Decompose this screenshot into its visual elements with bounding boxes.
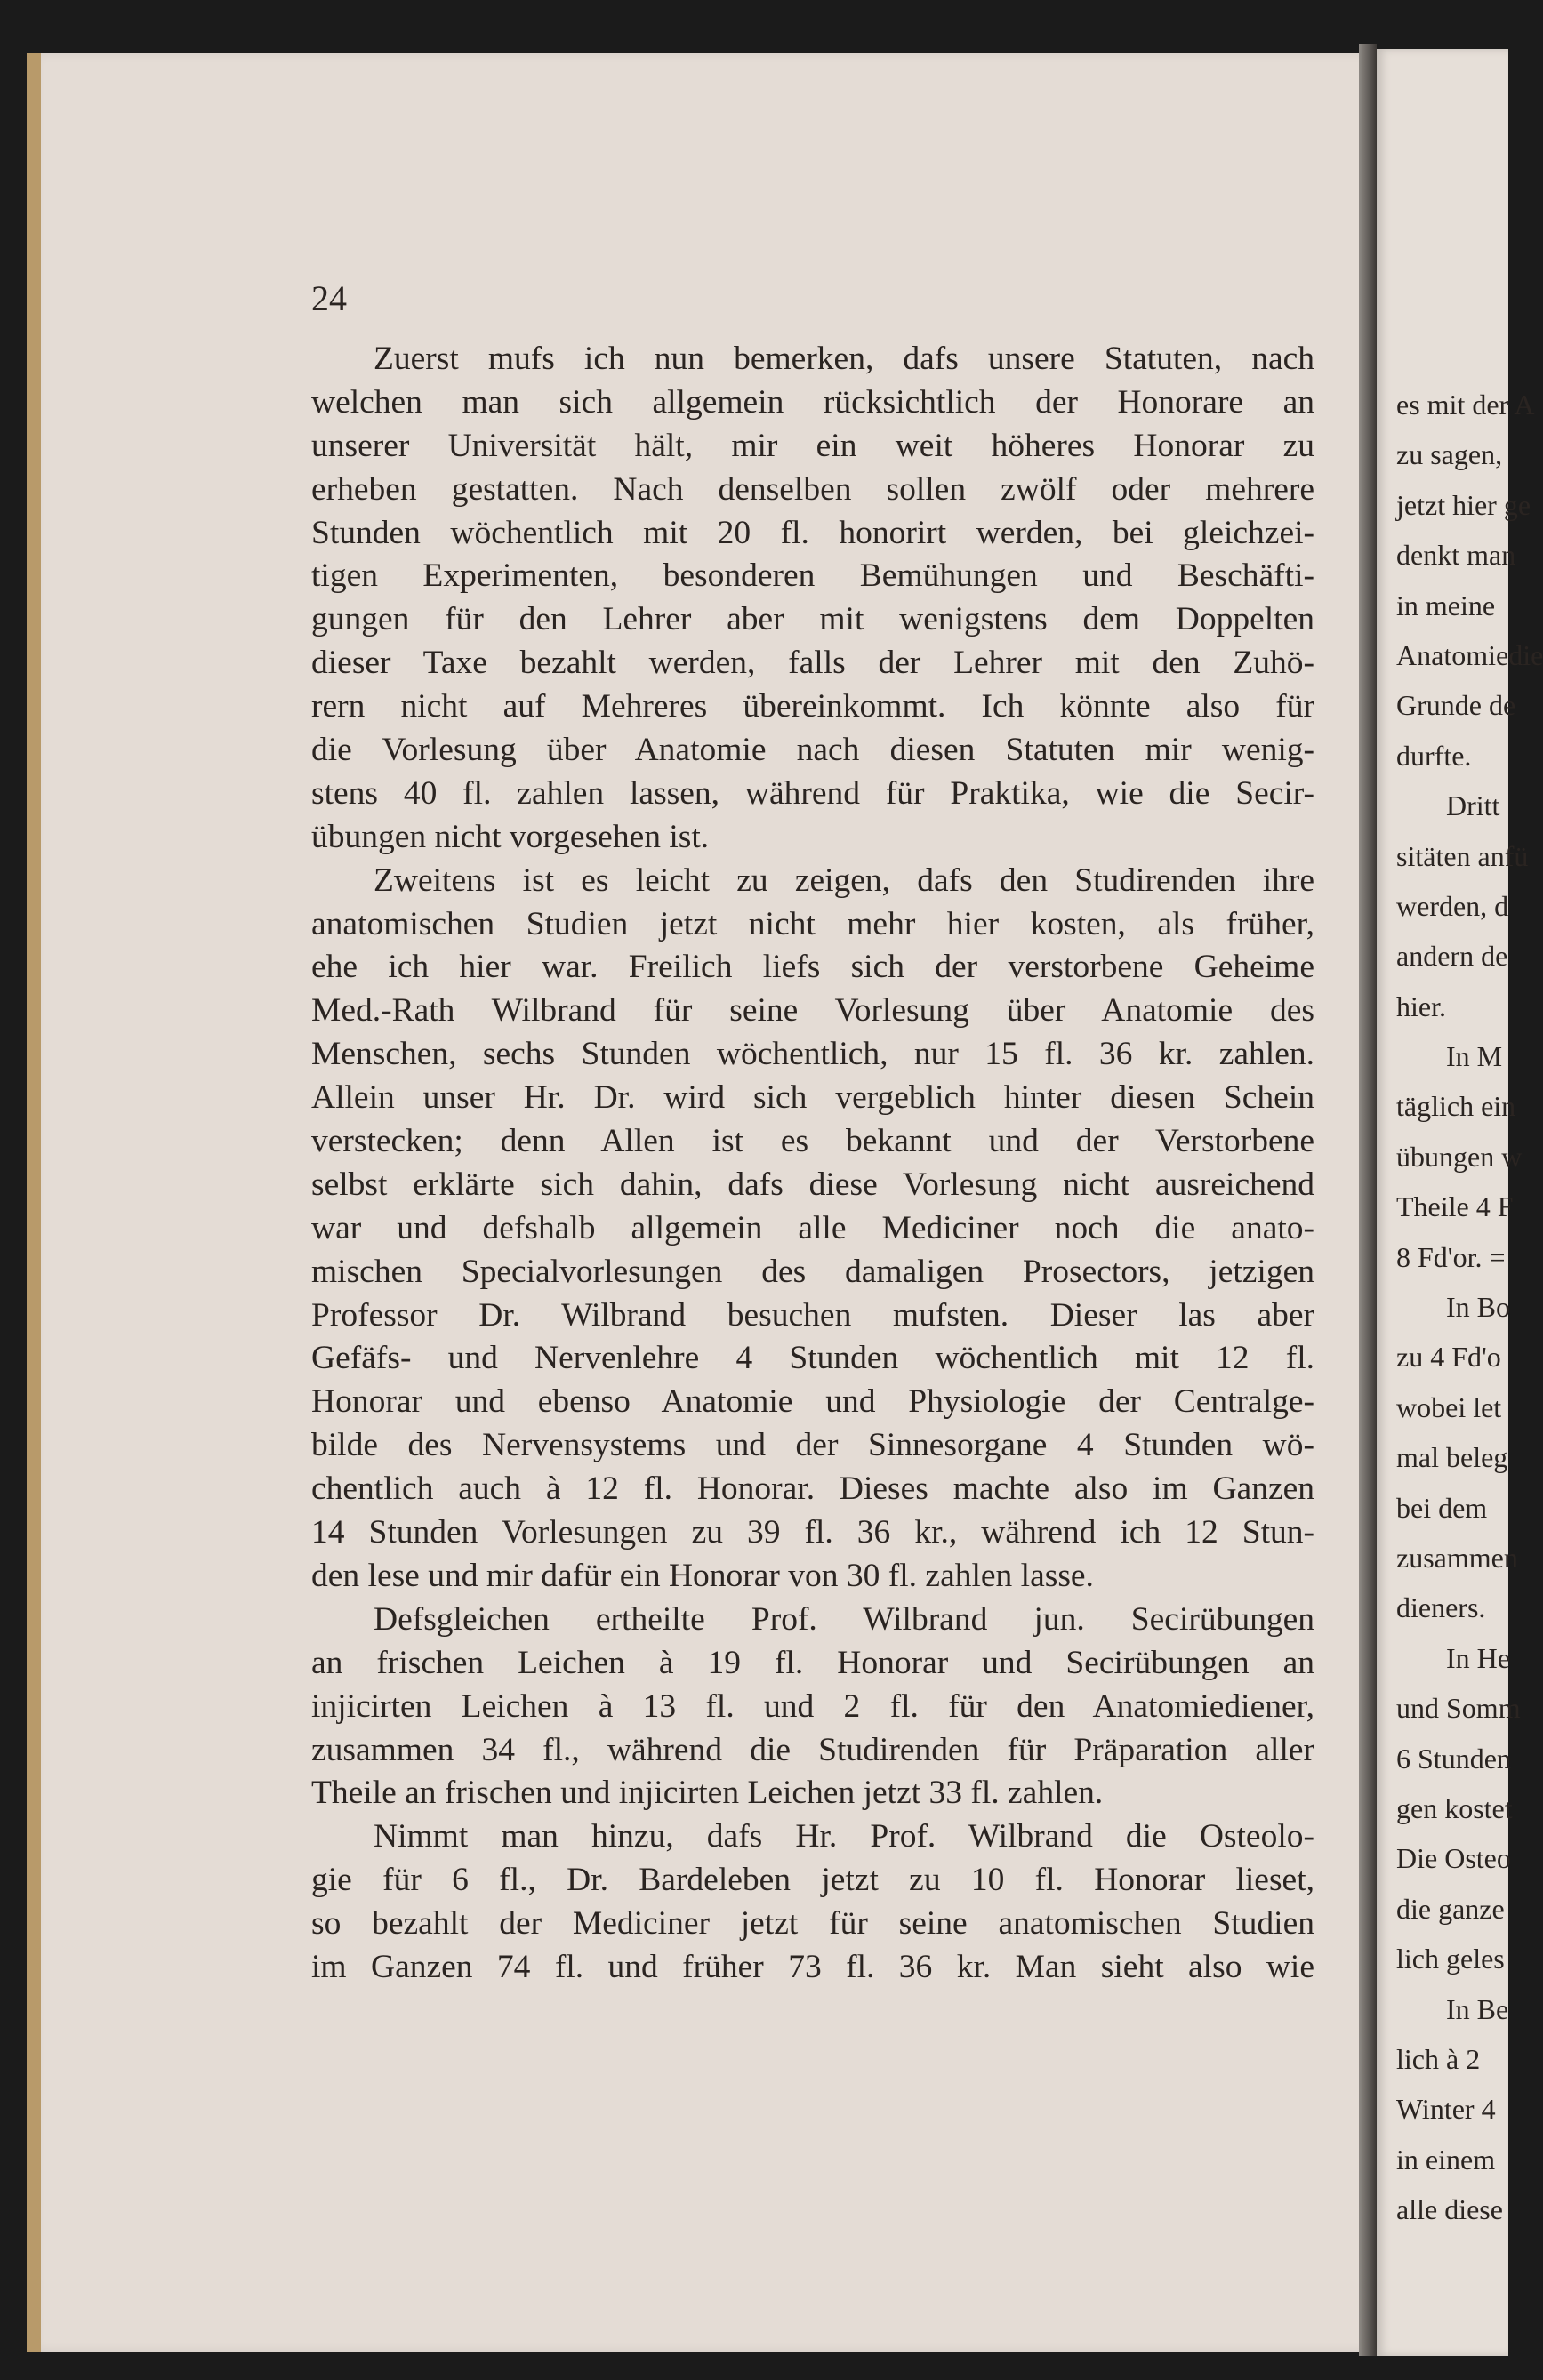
right-text-line: denkt man — [1396, 539, 1516, 572]
text-line: selbst erklärte sich dahin, dafs diese Vorlesung nicht ausreichend — [311, 1166, 1314, 1203]
right-text-line: 6 Stunden — [1396, 1742, 1511, 1775]
text-line: die Vorlesung über Anatomie nach diesen Statuten mir wenig- — [311, 732, 1314, 769]
right-text-line: Grunde de — [1396, 689, 1516, 722]
text-line: rern nicht auf Mehreres übereinkommt. Ich könnte also für — [311, 688, 1314, 725]
right-text-line: dieners. — [1396, 1591, 1486, 1624]
text-line: unserer Universität hält, mir ein weit höheres Honorar zu — [311, 427, 1314, 464]
text-line: tigen Experimenten, besonderen Bemühungen und Beschäfti- — [311, 557, 1314, 595]
right-page — [1377, 49, 1543, 2356]
text-line: war und defshalb allgemein alle Mediciner noch die anato- — [311, 1209, 1314, 1246]
right-text-line: bei dem — [1396, 1491, 1488, 1524]
right-text-line: zu sagen, — [1396, 438, 1503, 471]
text-line: Zweitens ist es leicht zu zeigen, dafs den Studirenden ihre — [374, 861, 1314, 899]
right-page-text — [1396, 380, 1543, 2234]
right-text-line: sitäten anfü — [1396, 839, 1529, 872]
text-line: mischen Specialvorlesungen des damaligen Prosectors, jetzigen — [311, 1253, 1314, 1290]
text-line: ehe ich hier war. Freilich liefs sich der verstorbene Geheime — [311, 949, 1314, 986]
right-text-line: Anatomiedie — [1396, 638, 1543, 671]
text-line: erheben gestatten. Nach denselben sollen zwölf oder mehrere — [311, 470, 1314, 508]
text-line: 14 Stunden Vorlesungen zu 39 fl. 36 kr., während ich 12 Stun- — [311, 1514, 1314, 1551]
text-line: Theile an frischen und injicirten Leichen jetzt 33 fl. zahlen. — [311, 1775, 1104, 1812]
text-line: gungen für den Lehrer aber mit wenigstens dem Doppelten — [311, 601, 1314, 638]
right-text-line: mal beleg — [1396, 1441, 1508, 1474]
right-text-line: jetzt hier ge — [1396, 488, 1531, 521]
right-text-line: zusammen — [1396, 1541, 1518, 1574]
text-line: Menschen, sechs Stunden wöchentlich, nur 15 fl. 36 kr. zahlen. — [311, 1036, 1314, 1073]
text-line: Nimmt man hinzu, dafs Hr. Prof. Wilbrand die Osteolo- — [374, 1818, 1314, 1855]
page-number: 24 — [311, 278, 347, 318]
text-line: welchen man sich allgemein rücksichtlich der Honorare an — [311, 383, 1314, 421]
right-text-line: In M — [1446, 1040, 1503, 1073]
text-line: Stunden wöchentlich mit 20 fl. honorirt werden, bei gleichzei- — [311, 514, 1314, 551]
right-text-line: 8 Fd'or. = — [1396, 1240, 1506, 1273]
text-line: Defsgleichen ertheilte Prof. Wilbrand jun. Secirübungen — [374, 1600, 1314, 1638]
right-text-line: es mit der A — [1396, 389, 1535, 421]
text-line: Professor Dr. Wilbrand besuchen mufsten. Dieser las aber — [311, 1296, 1314, 1334]
text-line: an frischen Leichen à 19 fl. Honorar und Secirübungen an — [311, 1644, 1314, 1681]
right-text-line: Winter 4 — [1396, 2093, 1496, 2126]
right-text-line: die ganze — [1396, 1892, 1505, 1925]
right-text-line: und Somm — [1396, 1692, 1521, 1725]
text-line: gie für 6 fl., Dr. Bardeleben jetzt zu 10 fl. Honorar lieset, — [311, 1862, 1314, 1899]
right-text-line: Theile 4 F — [1396, 1190, 1514, 1223]
right-text-line: alle diese — [1396, 2193, 1503, 2226]
text-line: den lese und mir dafür ein Honorar von 30 fl. zahlen lasse. — [311, 1557, 1094, 1594]
text-line: injicirten Leichen à 13 fl. und 2 fl. für den Anatomiediener, — [311, 1687, 1314, 1725]
text-line: stens 40 fl. zahlen lassen, während für Praktika, wie die Secir- — [311, 774, 1314, 812]
text-line: anatomischen Studien jetzt nicht mehr hier kosten, als früher, — [311, 905, 1314, 942]
text-line: Med.-Rath Wilbrand für seine Vorlesung über Anatomie des — [311, 992, 1314, 1030]
right-text-line: andern de — [1396, 940, 1508, 973]
right-text-line: In Bo — [1446, 1291, 1510, 1324]
right-text-line: in einem — [1396, 2143, 1496, 2176]
body-text — [311, 338, 1314, 1990]
right-text-line: hier. — [1396, 990, 1446, 1022]
text-line: Zuerst mufs ich nun bemerken, dafs unsere Statuten, nach — [374, 341, 1314, 377]
text-line: verstecken; denn Allen ist es bekannt und der Verstorbene — [311, 1123, 1314, 1160]
right-text-line: Dritt — [1446, 789, 1500, 822]
right-text-line: durfte. — [1396, 739, 1472, 772]
book-gutter — [1359, 44, 1377, 2356]
right-text-line: lich à 2 — [1396, 2042, 1481, 2075]
text-line: zusammen 34 fl., während die Studirenden für Präparation aller — [311, 1731, 1314, 1768]
right-text-line: zu 4 Fd'o — [1396, 1341, 1501, 1374]
right-text-line: werden, d — [1396, 889, 1509, 922]
right-text-line: In He — [1446, 1641, 1510, 1674]
right-text-line: Die Osteo — [1396, 1842, 1511, 1875]
right-text-line: in meine — [1396, 589, 1496, 621]
right-text-line: In Be — [1446, 1992, 1509, 2025]
text-line: bilde des Nervensystems und der Sinnesorgane 4 Stunden wö- — [311, 1427, 1314, 1464]
text-line: Gefäfs- und Nervenlehre 4 Stunden wöchentlich mit 12 fl. — [311, 1340, 1314, 1377]
right-text-line: täglich ein — [1396, 1090, 1516, 1123]
text-line: so bezahlt der Mediciner jetzt für seine anatomischen Studien — [311, 1905, 1314, 1943]
right-text-line: übungen w — [1396, 1140, 1523, 1173]
right-text-line: wobei let — [1396, 1390, 1502, 1423]
text-line: übungen nicht vorgesehen ist. — [311, 818, 710, 855]
text-line: Allein unser Hr. Dr. wird sich vergeblich hinter diesen Schein — [311, 1079, 1314, 1117]
text-line: chentlich auch à 12 fl. Honorar. Dieses machte also im Ganzen — [311, 1470, 1314, 1508]
right-text-line: lich geles — [1396, 1943, 1505, 1975]
text-line: dieser Taxe bezahlt werden, falls der Lehrer mit den Zuhö- — [311, 645, 1314, 682]
text-line: Honorar und ebenso Anatomie und Physiologie der Centralge- — [311, 1383, 1314, 1421]
right-text-line: gen kostet — [1396, 1791, 1513, 1824]
text-line: im Ganzen 74 fl. und früher 73 fl. 36 kr. Man sieht also wie — [311, 1948, 1314, 1985]
